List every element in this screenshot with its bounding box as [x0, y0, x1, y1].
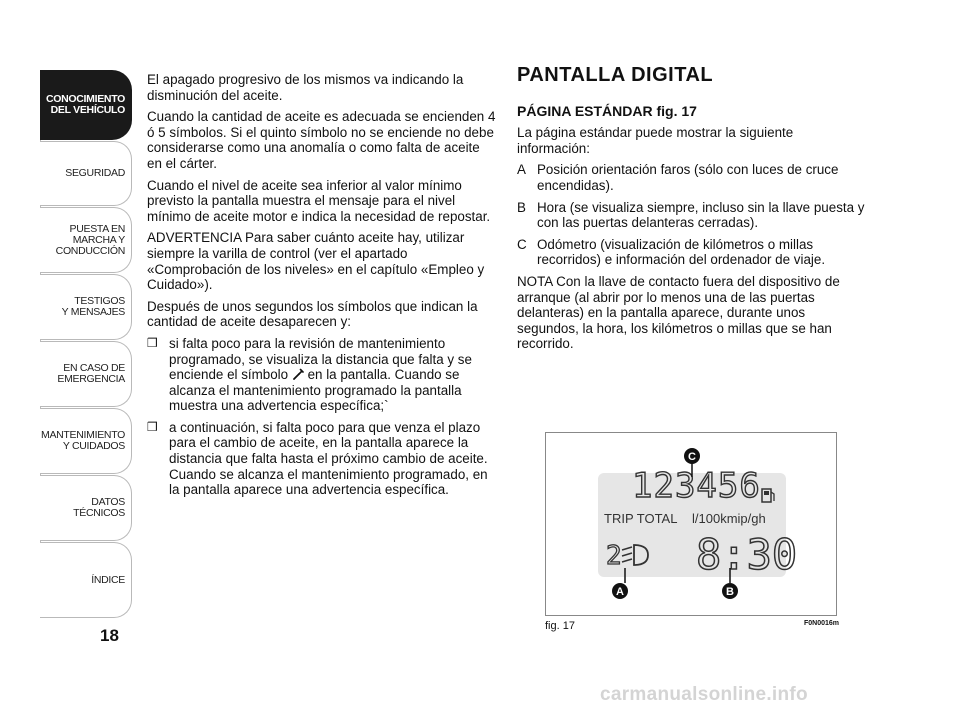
figure-caption: fig. 17: [545, 620, 575, 632]
tab-label: CONOCIMIENTO DEL VEHÍCULO: [45, 93, 125, 116]
paragraph: Cuando la cantidad de aceite es adecuada se encienden 4 ó 5 símbolos. Si el quinto símbolo no se enciende no debe considerarse como una anomalía o como falta de aceite en el cárter.: [147, 109, 496, 171]
bullet-box-icon: ❒: [147, 335, 158, 350]
list-item-text-start: si falta poco para la revisión de mantenimiento programado, se visualiza la distancia que falta y se enciende el símbolo: [169, 335, 472, 383]
item-key: C: [517, 236, 527, 252]
tab-puesta-en-marcha[interactable]: [40, 207, 132, 273]
bullet-box-icon: ❒: [147, 419, 158, 434]
trip-total-label: TRIP TOTAL: [604, 511, 678, 526]
display-illustration: [546, 433, 836, 615]
tab-testigos[interactable]: [40, 274, 132, 340]
item-text: Odómetro (visualización de kilómetros o millas recorridos) e información del ordenador de viaje.: [537, 236, 826, 268]
fuel-pump-icon: [762, 489, 774, 502]
callout-c-label: C: [688, 451, 696, 463]
tab-label: PUESTA EN MARCHA Y CONDUCCIÓN: [55, 222, 125, 257]
list-item: [147, 336, 497, 414]
item-key: B: [517, 199, 526, 215]
tab-label: MANTENIMIENTO Y CUIDADOS: [41, 429, 125, 452]
tab-emergencia[interactable]: [40, 341, 132, 407]
warning-paragraph: ADVERTENCIA Para saber cuánto aceite hay, utilizar siempre la varilla de control (ver el apartado «Comprobación de los niveles» en el capítulo «Empleo y Cuidado»).: [147, 230, 485, 293]
list-item: [517, 200, 867, 231]
list-item: [517, 162, 867, 193]
left-column: [147, 72, 497, 504]
tab-label: DATOS TÉCNICOS: [73, 496, 125, 519]
clock-readout: 8:30: [696, 530, 798, 579]
wrench-icon: [292, 368, 304, 380]
callout-b: [722, 583, 738, 599]
callout-c: [684, 448, 700, 464]
section-title: PANTALLA DIGITAL: [517, 64, 714, 86]
callout-a: [612, 583, 628, 599]
paragraph: El apagado progresivo de los mismos va indicando la disminución del aceite.: [147, 72, 464, 103]
list-item-text: a continuación, si falta poco para que venza el plazo para el cambio de aceite, en la pantalla aparece la distancia que falta hasta el próximo cambio de aceite. Cuando se alcanza el mantenimiento programado, en la pantalla aparece una advertencia específica.: [169, 419, 488, 498]
list-item-text: [169, 336, 497, 414]
tab-indice[interactable]: [40, 542, 132, 618]
tab-mantenimiento[interactable]: [40, 408, 132, 474]
headlight-icon: [622, 545, 648, 565]
tab-conocimiento-del-vehiculo[interactable]: [40, 70, 132, 140]
display-figure: [545, 432, 837, 616]
headlight-level-digit: 2: [606, 541, 622, 571]
subsection-title: PÁGINA ESTÁNDAR fig. 17: [517, 102, 697, 119]
list-item: [147, 420, 497, 498]
paragraph: Cuando el nivel de aceite sea inferior al valor mínimo previsto la pantalla muestra el mensaje para el nivel mínimo de aceite motor e indica la necesidad de repostar.: [147, 177, 491, 224]
tab-datos-tecnicos[interactable]: [40, 475, 132, 541]
item-key: A: [517, 162, 526, 178]
right-column: [517, 64, 867, 358]
callout-a-label: A: [616, 586, 624, 598]
tab-label: TESTIGOS Y MENSAJES: [61, 295, 125, 318]
unit-label: l/100kmip/gh: [692, 511, 766, 526]
list-item: [517, 237, 867, 268]
list-item-text-end: en la pantalla. Cuando se alcanza el mantenimiento programado la pantalla muestra una advertencia específica;`: [169, 367, 462, 414]
note-paragraph: NOTA Con la llave de contacto fuera del dispositivo de arranque (al abrir por lo menos una de las puertas delanteras) en la pantalla aparece, durante unos segundos, la hora, los kilómetros o millas que se han recorrido.: [517, 273, 840, 352]
odometer-readout: 123456: [632, 466, 761, 506]
item-text: Posición orientación faros (sólo con luces de cruce encendidas).: [537, 162, 839, 193]
page-number: 18: [100, 626, 119, 645]
item-text: Hora (se visualiza siempre, incluso sin la llave puesta y con las puertas delanteras cerradas).: [537, 199, 865, 231]
figure-code: F0N0016m: [804, 620, 840, 627]
tab-seguridad[interactable]: [40, 141, 132, 206]
callout-b-label: B: [726, 586, 734, 598]
paragraph: Después de unos segundos los símbolos que indican la cantidad de aceite desaparecen y:: [147, 298, 478, 330]
tab-label: EN CASO DE EMERGENCIA: [57, 362, 125, 385]
tab-label: ÍNDICE: [91, 573, 125, 586]
watermark: carmanualsonline.info: [600, 684, 808, 705]
tab-label: SEGURIDAD: [65, 167, 125, 179]
paragraph: La página estándar puede mostrar la siguiente información:: [517, 125, 794, 156]
